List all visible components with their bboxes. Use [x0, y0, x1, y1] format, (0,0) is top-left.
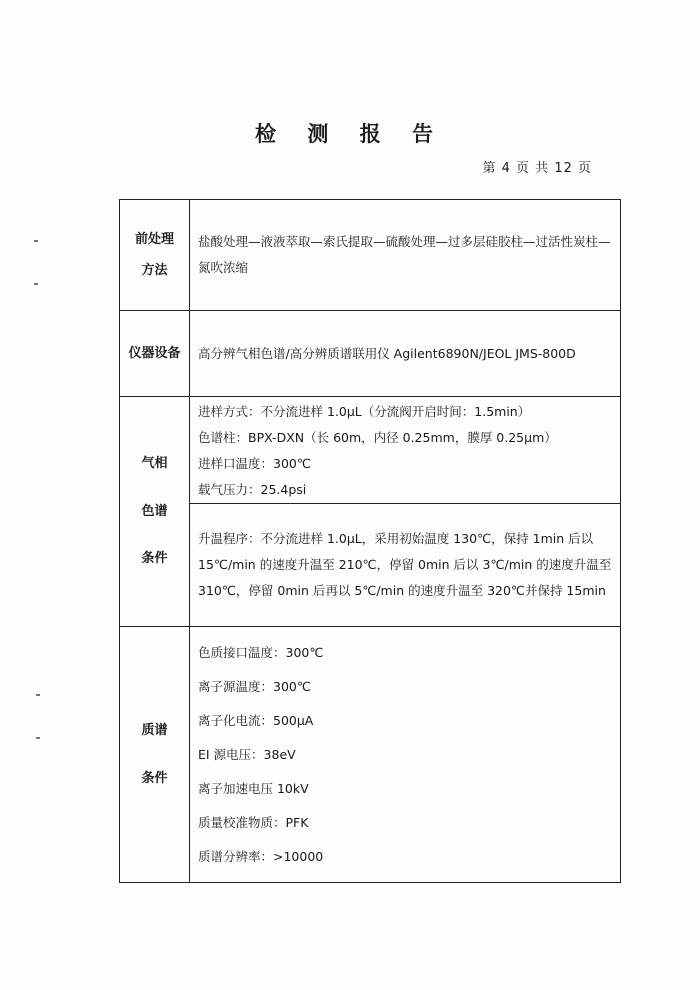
ms-ionization-current: 离子化电流：500μA	[198, 712, 314, 728]
gc-params	[190, 397, 621, 504]
pretreatment-label	[120, 200, 190, 311]
pretreatment-label-line1: 前处理	[134, 231, 174, 247]
scan-mark	[36, 694, 40, 696]
pretreatment-label-line2: 方法	[141, 262, 168, 278]
ms-label	[120, 627, 190, 883]
gc-carrier-pressure: 载气压力：25.4psi	[198, 482, 307, 497]
ms-acceleration-voltage: 离子加速电压 10kV	[198, 780, 309, 796]
ms-params	[190, 627, 621, 883]
report-table	[119, 199, 621, 883]
gc-label-line3: 条件	[141, 551, 168, 567]
gc-injection-mode: 进样方式：不分流进样 1.0μL（分流阀开启时间：1.5min）	[198, 404, 531, 419]
ms-label-line2: 条件	[141, 770, 168, 786]
ms-label-line1: 质谱	[141, 722, 168, 738]
gc-temp-program: 升温程序：不分流进样 1.0μL，采用初始温度 130℃，保持 1min 后以 15℃/min 的速度升温至 210℃，停留 0min 后以 3℃/min 的速度升温至 310℃，停留 0min 后再以 5℃/min 的速度升温至 320℃并保持 15min	[190, 504, 621, 627]
table-row-gc-program	[120, 504, 621, 627]
scan-mark	[36, 737, 40, 739]
instrument-label: 仪器设备	[120, 311, 190, 397]
ms-calibration-substance: 质量校准物质：PFK	[198, 814, 309, 830]
ms-interface-temp: 色质接口温度：300℃	[198, 644, 324, 660]
table-row-instrument	[120, 311, 621, 397]
pretreatment-text: 盐酸处理—液液萃取—索氏提取—硫酸处理—过多层硅胶柱—过活性炭柱—氮吹浓缩	[190, 200, 621, 311]
ms-ei-voltage: EI 源电压：38eV	[198, 746, 296, 762]
gc-inlet-temp: 进样口温度：300℃	[198, 456, 311, 471]
gc-label-line1: 气相	[141, 456, 168, 472]
ms-resolution: 质谱分辨率：>10000	[198, 848, 324, 864]
scan-mark	[34, 283, 38, 285]
scan-mark	[34, 240, 38, 242]
gc-label	[120, 397, 190, 627]
gc-label-line2: 色谱	[141, 503, 168, 519]
page-number: 第 4 页 共 12 页	[482, 161, 592, 176]
table-row-ms	[120, 627, 621, 883]
page-title: 检 测 报 告	[255, 122, 445, 146]
ms-source-temp: 离子源温度：300℃	[198, 678, 311, 694]
table-row-gc-params	[120, 397, 621, 504]
gc-column: 色谱柱：BPX-DXN（长 60m，内径 0.25mm，膜厚 0.25μm）	[198, 430, 557, 445]
table-row-pretreatment	[120, 200, 621, 311]
instrument-text: 高分辨气相色谱/高分辨质谱联用仪 Agilent6890N/JEOL JMS-800D	[190, 311, 621, 397]
